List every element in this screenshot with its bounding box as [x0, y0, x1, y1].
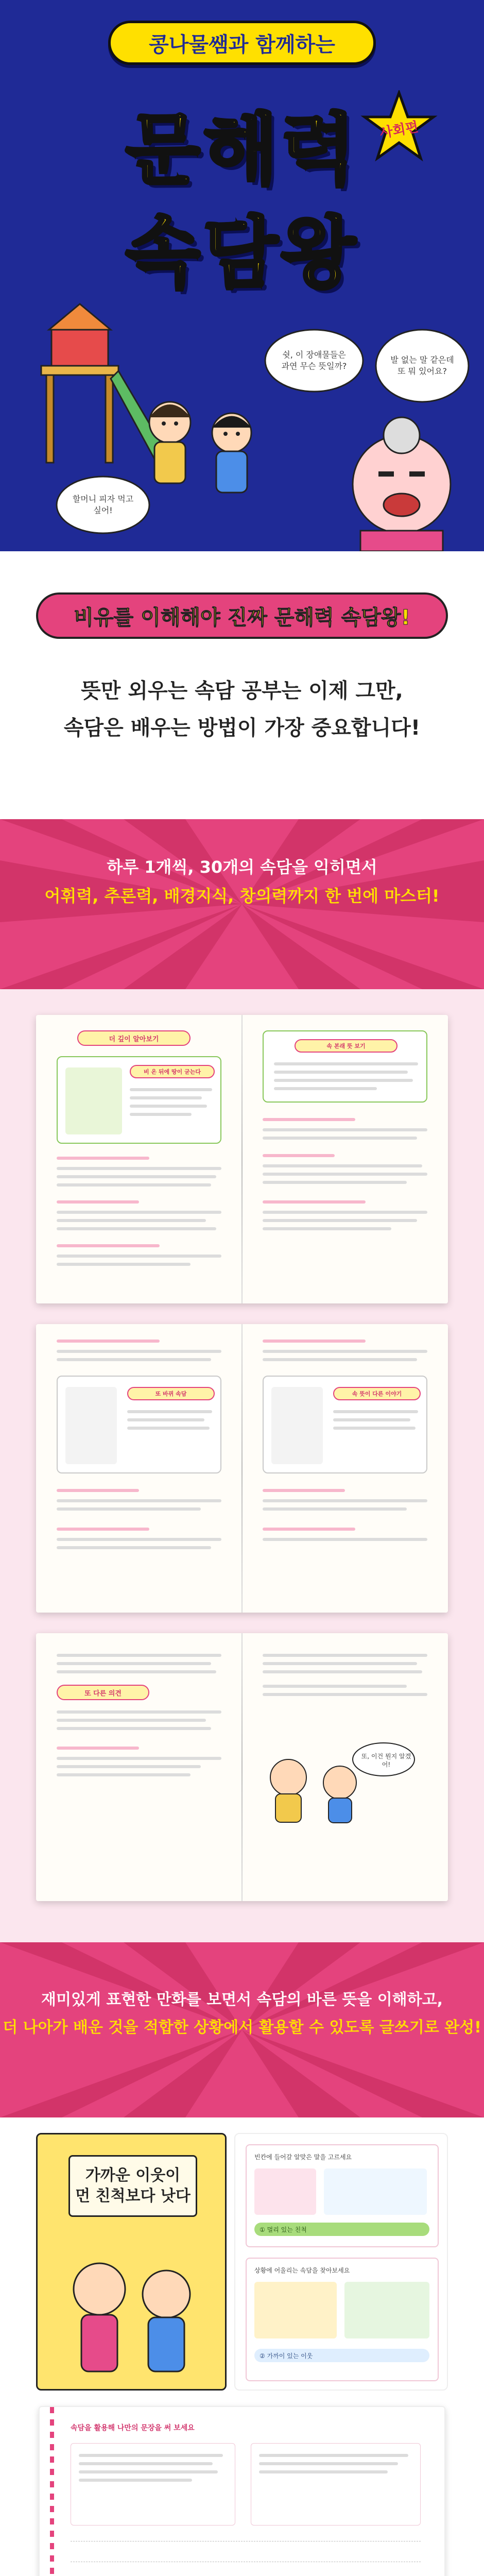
worksheet-box-1	[71, 2443, 235, 2526]
story-card-right-title: 속 뜻이 다른 이야기	[333, 1387, 421, 1400]
quiz-page	[234, 2133, 448, 2391]
edition-badge	[360, 90, 438, 167]
preview-line-2: 어휘력, 추론력, 배경지식, 창의력까지 한 번에 마스터!	[44, 886, 440, 906]
grandma-character	[353, 417, 451, 551]
page-fold	[241, 1324, 243, 1613]
page-fold	[241, 1015, 243, 1303]
speech-bubble-small-text: 할머니 피자 먹고 싶어!	[72, 494, 134, 515]
edition-badge-label: 사회편	[378, 119, 420, 141]
slogan-line-2: 속담은 배우는 방법이 가장 중요합니다!	[63, 716, 421, 740]
comic-title-line-2: 먼 친척보다 낫다	[75, 2187, 191, 2205]
slide-illustration	[41, 304, 170, 464]
story-card-title: 또 바뀌 속담	[127, 1387, 215, 1400]
quiz-illustration	[254, 2168, 316, 2215]
preview-bottom-line-2: 더 나아가 배운 것을 적합한 상황에서 활용할 수 있도록 글쓰기로 완성!	[3, 2019, 481, 2037]
worksheet-box-2	[251, 2443, 421, 2526]
speech-bubble-left-text: 쉿, 이 장애물들은 과연 무슨 뜻일까?	[281, 350, 347, 371]
document-illustration	[271, 1387, 323, 1464]
speech-bubble-right-text: 발 없는 말 같은데 또 뭐 있어요?	[390, 355, 454, 376]
slogan-tag	[36, 592, 448, 639]
book-spread-3	[36, 1633, 448, 1901]
hero-series-pill	[108, 21, 376, 65]
mini-illustration	[65, 1067, 122, 1134]
quiz-box-2	[246, 2258, 439, 2381]
preview-bottom-text	[0, 1986, 484, 2042]
spread-3-heading: 또 다른 의견	[57, 1685, 149, 1700]
story-card-right	[263, 1376, 427, 1473]
lesson-title: 비 온 뒤에 땅이 굳는다	[130, 1065, 215, 1078]
page-fold	[241, 1633, 243, 1901]
preview-headline	[0, 853, 484, 910]
slogan-tag-text: 비유를 이해해야 진짜 문해력 속담왕!	[74, 605, 410, 630]
hero-title-line1: 문해력	[125, 106, 359, 195]
child-character-center	[212, 413, 251, 493]
quiz-label-1: 빈칸에 들어갈 알맞은 말을 고르세요	[254, 2154, 352, 2161]
comic-illustration	[53, 2232, 213, 2382]
lesson-title-right: 속 본래 뜻 보기	[295, 1039, 397, 1053]
preview-section	[0, 819, 484, 2117]
quiz-label-2: 상황에 어울리는 속담을 찾아보세요	[254, 2267, 350, 2274]
comic-title-line-1: 가까운 이웃이	[85, 2166, 181, 2184]
slogan-main	[0, 672, 484, 747]
quiz-option-1[interactable]: ① 멀리 있는 친척	[254, 2223, 429, 2236]
hero-section	[0, 0, 484, 551]
preview-bottom-line-1: 재미있게 표현한 만화를 보면서 속담의 바른 뜻을 이해하고,	[41, 1991, 443, 2009]
preview-bottom-banner	[0, 1942, 484, 2117]
quiz-box-1	[246, 2144, 439, 2247]
slogan-section	[0, 551, 484, 819]
quiz-option-2[interactable]: ② 가까이 있는 이웃	[254, 2349, 429, 2362]
quiz-illustration-2	[324, 2168, 427, 2215]
quiz-illustration-3	[254, 2282, 337, 2338]
comic-title-scroll	[68, 2155, 197, 2217]
story-card	[57, 1376, 221, 1473]
lesson-card	[57, 1056, 221, 1144]
hero-series-label: 콩나물쌤과 함께하는	[149, 32, 335, 57]
worksheet-title: 속담을 활용해 나만의 문장을 써 보세요	[71, 2424, 195, 2432]
notebook-rings	[50, 2407, 54, 2576]
quiz-illustration-4	[344, 2282, 429, 2338]
document-illustration	[65, 1387, 117, 1464]
cartoon-bubble-text: 또, 이건 뭔지 알겠어!	[361, 1752, 411, 1768]
book-spread-1	[36, 1015, 448, 1303]
detail-section	[0, 2117, 484, 2576]
preview-line-1: 하루 1개씩, 30개의 속담을 익히면서	[107, 857, 377, 877]
worksheet-page	[39, 2406, 445, 2576]
comic-page	[36, 2133, 227, 2391]
lesson-card-right	[263, 1030, 427, 1103]
spread-heading: 더 깊이 알아보기	[77, 1030, 191, 1046]
slogan-line-1: 뜻만 외우는 속담 공부는 이제 그만,	[81, 679, 403, 703]
hero-title-line2: 속담왕	[125, 209, 359, 298]
book-spread-2	[36, 1324, 448, 1613]
